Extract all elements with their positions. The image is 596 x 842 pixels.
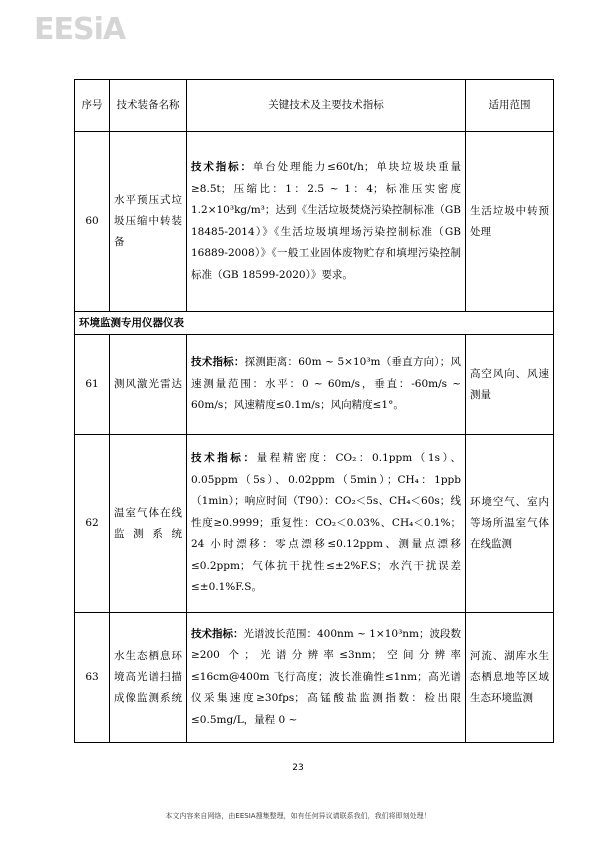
header-tech: 关键技术及主要技术指标 — [187, 80, 466, 132]
table-header-row — [75, 80, 554, 132]
table-row — [75, 335, 554, 435]
equipment-table — [74, 79, 554, 743]
row-idx: 61 — [75, 335, 110, 435]
tech-lead: 技术指标： — [191, 452, 257, 465]
row-name: 温室气体在线监测系统 — [110, 435, 187, 613]
tech-lead: 技术指标： — [191, 356, 245, 369]
eesia-logo: EESiA — [34, 12, 126, 47]
section-title: 环境监测专用仪器仪表 — [75, 312, 554, 335]
table-row — [75, 613, 554, 743]
section-row — [75, 312, 554, 335]
row-tech — [187, 435, 466, 613]
row-name: 水生态栖息环境高光谱扫描成像监测系统 — [110, 613, 187, 743]
row-idx: 62 — [75, 435, 110, 613]
row-scope: 环境空气、室内等场所温室气体在线监测 — [466, 435, 554, 613]
row-tech — [187, 335, 466, 435]
tech-lead: 技术指标： — [191, 161, 253, 173]
header-idx: 序号 — [75, 80, 110, 132]
table-row — [75, 132, 554, 312]
header-name: 技术装备名称 — [110, 80, 187, 132]
tech-text: 探测距离：60m ~ 5×10³m（垂直方向）；风速测量范围：水平：0 ~ 60m/s，垂直：-60m/s ~ 60m/s；风速精度≤0.1m/s；风向精度≤1°。 — [191, 356, 462, 412]
row-name: 水平预压式垃圾压缩中转装备 — [110, 132, 187, 312]
tech-text: 单台处理能力≤60t/h；单块垃圾块重量≥8.5t；压缩比：1：2.5 ~ 1：4；标准压实密度 1.2×10³kg/m³；达到《生活垃圾焚烧污染控制标准（GB 18485-2014）》《生活垃圾填埋场污染控制标准（GB 16889-2008）》《一般工业固体废物贮存和填埋污染控制标准（GB 18599-2020）》要求。 — [191, 161, 462, 281]
row-tech — [187, 132, 466, 312]
row-tech — [187, 613, 466, 743]
header-scope: 适用范围 — [466, 80, 554, 132]
row-scope: 生活垃圾中转预处理 — [466, 132, 554, 312]
row-idx: 60 — [75, 132, 110, 312]
table-row — [75, 435, 554, 613]
row-name: 测风激光雷达 — [110, 335, 187, 435]
tech-text: 光谱波长范围：400nm ~ 1×10³nm；波段数≥200 个；光谱分辨率≤3nm；空间分辨率≤16cm@400m 飞行高度；波长准确性≤1nm；高光谱仪采集速度≥30fps；高锰酸盐监测指数：检出限≤0.5mg/L，量程 0 ~ — [191, 627, 462, 726]
footer-disclaimer: 本文内容来自网络，由EESIA搜集整理，如有任何异议请联系我们，我们将即刻处理！ — [165, 812, 431, 820]
row-scope: 河流、湖库水生态栖息地等区域生态环境监测 — [466, 613, 554, 743]
page-number: 23 — [292, 763, 304, 773]
tech-lead: 技术指标： — [191, 627, 244, 640]
row-scope: 高空风向、风速测量 — [466, 335, 554, 435]
tech-text: 量程精密度：CO₂：0.1ppm（1s）、0.05ppm（5s）、0.02ppm（5min）；CH₄：1ppb（1min）；响应时间（T90）：CO₂＜5s、CH₄＜60s；线性度≥0.9999；重复性：CO₂＜0.03%、CH₄＜0.1%；24 小时漂移：零点漂移≤0.12ppm、测量点漂移≤0.2ppm；气体抗干扰性≤±2%F.S；水汽干扰误差≤±0.1%F.S。 — [191, 452, 461, 594]
row-idx: 63 — [75, 613, 110, 743]
